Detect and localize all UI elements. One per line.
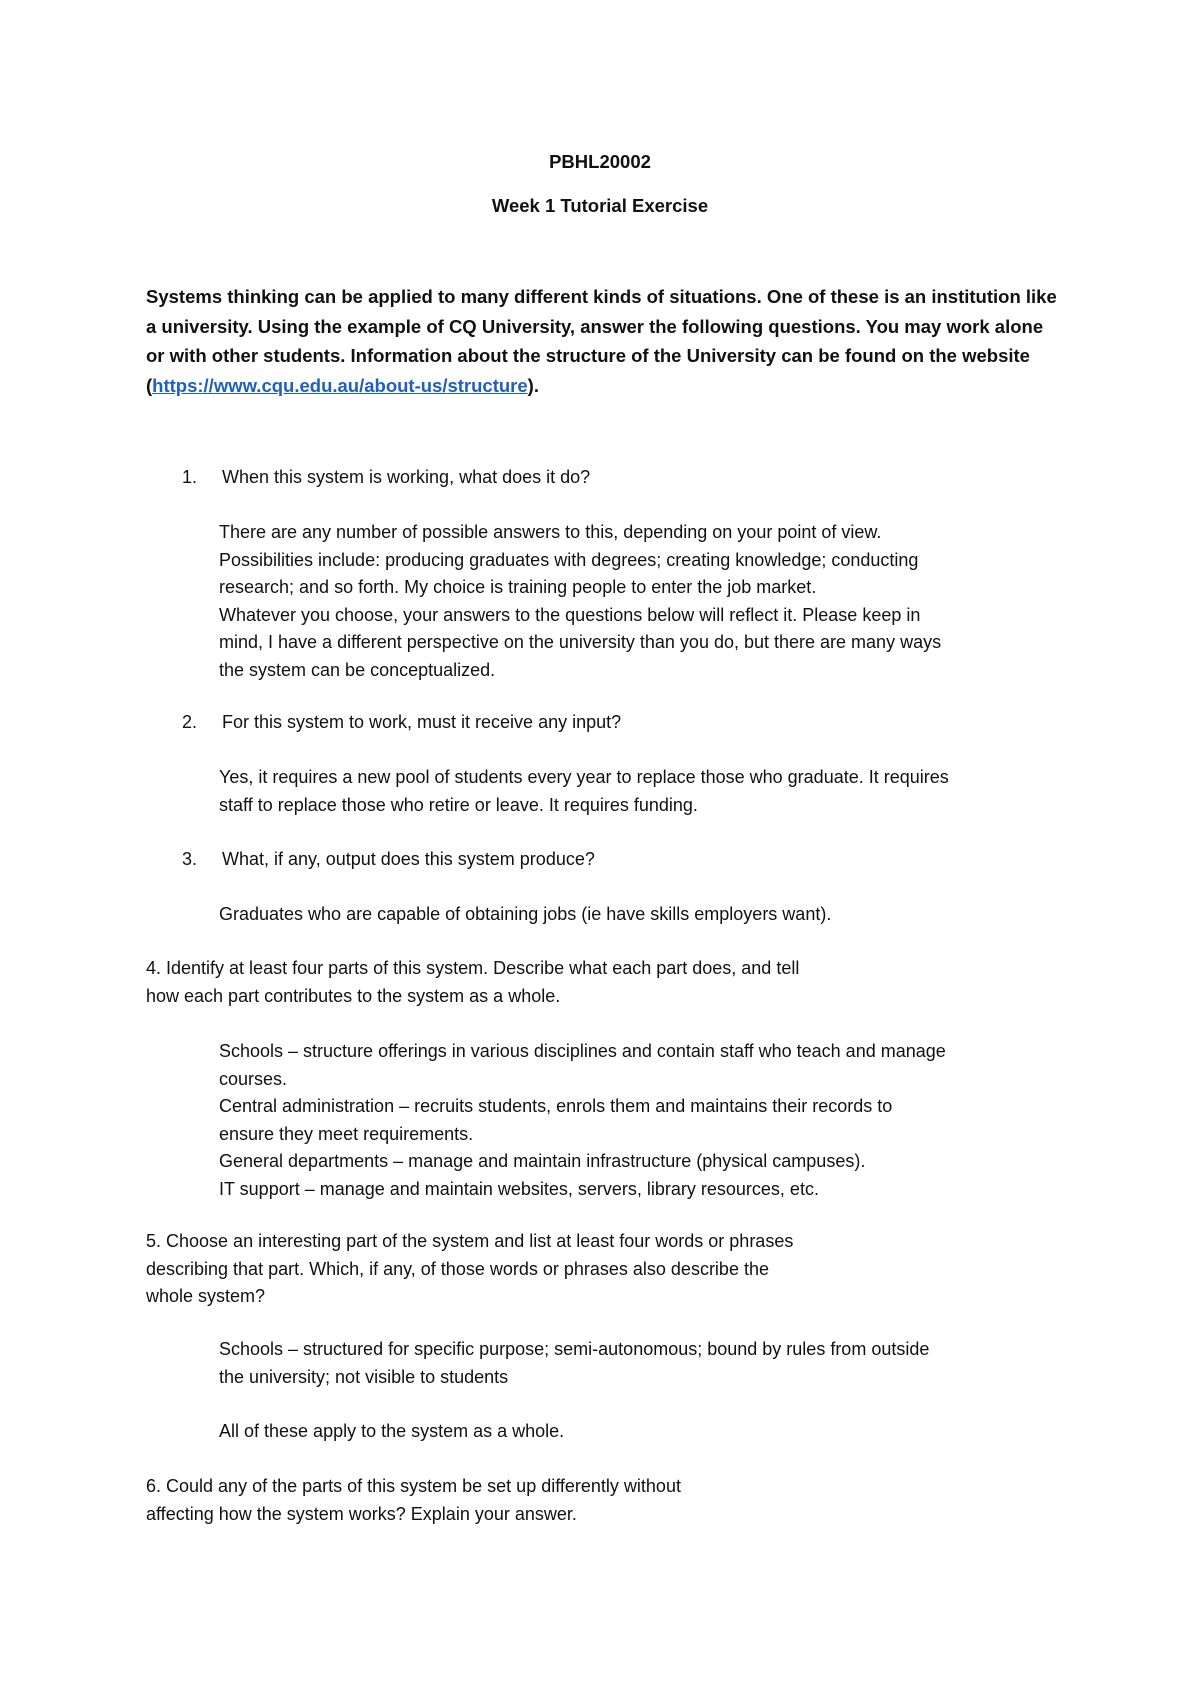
answer-3 <box>219 901 1069 929</box>
question-1-text: When this system is working, what does it do? <box>222 467 591 487</box>
question-4-line: 4. Identify at least four parts of this system. Describe what each part does, and tell <box>146 958 800 978</box>
structure-link[interactable]: https://www.cqu.edu.au/about-us/structure <box>152 374 528 396</box>
answer-2-line: Yes, it requires a new pool of students every year to replace those who graduate. It requires <box>219 767 949 787</box>
question-5 <box>146 1228 1066 1311</box>
answer-5-line: the university; not visible to students <box>219 1366 509 1387</box>
course-code: PBHL20002 <box>549 151 651 172</box>
answer-1-line: There are any number of possible answers to this, depending on your point of view. <box>219 522 882 542</box>
answer-1-line: the system can be conceptualized. <box>219 659 496 680</box>
answer-4-line: Central administration – recruits students, enrols them and maintains their records to <box>219 1096 893 1116</box>
answer-4-line: ensure they meet requirements. <box>219 1123 474 1144</box>
question-1-number: 1. <box>182 467 198 487</box>
question-5-line: 5. Choose an interesting part of the system and list at least four words or phrases <box>146 1231 794 1251</box>
answer-4-line: IT support – manage and maintain websites, servers, library resources, etc. <box>219 1178 819 1199</box>
question-3 <box>146 846 1066 874</box>
answer-1-line: research; and so forth. My choice is training people to enter the job market. <box>219 577 817 597</box>
answer-1-line: mind, I have a different perspective on the university than you do, but there are many ways <box>219 632 942 652</box>
answer-4-line: courses. <box>219 1068 288 1089</box>
answer-5-summary: All of these apply to the system as a whole. <box>219 1421 565 1441</box>
answer-5-extra <box>219 1418 1069 1446</box>
answer-4 <box>219 1038 1069 1203</box>
question-2-text: For this system to work, must it receive any input? <box>222 712 622 732</box>
intro-text-end: ). <box>527 374 539 396</box>
question-3-text: What, if any, output does this system produce? <box>222 849 595 869</box>
answer-1-line: Possibilities include: producing graduates with degrees; creating knowledge; conducting <box>219 549 919 570</box>
intro-text: Systems thinking can be applied to many different kinds of situations. One of these is an institution like a university. Using the example of CQ University, answer the following questions. You may work alone or with other students. Information about the structure of the University can be found on the website ( <box>146 286 1057 396</box>
question-5-line: describing that part. Which, if any, of those words or phrases also describe the <box>146 1258 769 1279</box>
answer-2-line: staff to replace those who retire or leave. It requires funding. <box>219 794 698 815</box>
answer-4-line: Schools – structure offerings in various disciplines and contain staff who teach and manage <box>219 1041 946 1061</box>
question-6-line: affecting how the system works? Explain your answer. <box>146 1503 577 1524</box>
answer-3-line: Graduates who are capable of obtaining jobs (ie have skills employers want). <box>219 904 832 924</box>
question-6 <box>146 1473 1066 1528</box>
answer-1-line: Whatever you choose, your answers to the questions below will reflect it. Please keep in <box>219 604 921 625</box>
answer-4-line: General departments – manage and maintain infrastructure (physical campuses). <box>219 1151 866 1171</box>
answer-5 <box>219 1336 1069 1391</box>
question-2-number: 2. <box>182 712 198 732</box>
question-1 <box>146 464 1066 492</box>
answer-5-line: Schools – structured for specific purpose; semi-autonomous; bound by rules from outside <box>219 1339 930 1359</box>
answer-1 <box>219 519 1069 684</box>
page-title: Week 1 Tutorial Exercise <box>491 195 709 216</box>
question-4 <box>146 955 1066 1010</box>
question-2 <box>146 709 1066 737</box>
question-6-line: 6. Could any of the parts of this system be set up differently without <box>146 1476 681 1496</box>
answer-2 <box>219 764 1069 819</box>
question-5-line: whole system? <box>146 1286 266 1306</box>
intro-paragraph <box>146 282 1066 400</box>
question-3-number: 3. <box>182 849 198 869</box>
question-4-line: how each part contributes to the system as a whole. <box>146 985 561 1006</box>
